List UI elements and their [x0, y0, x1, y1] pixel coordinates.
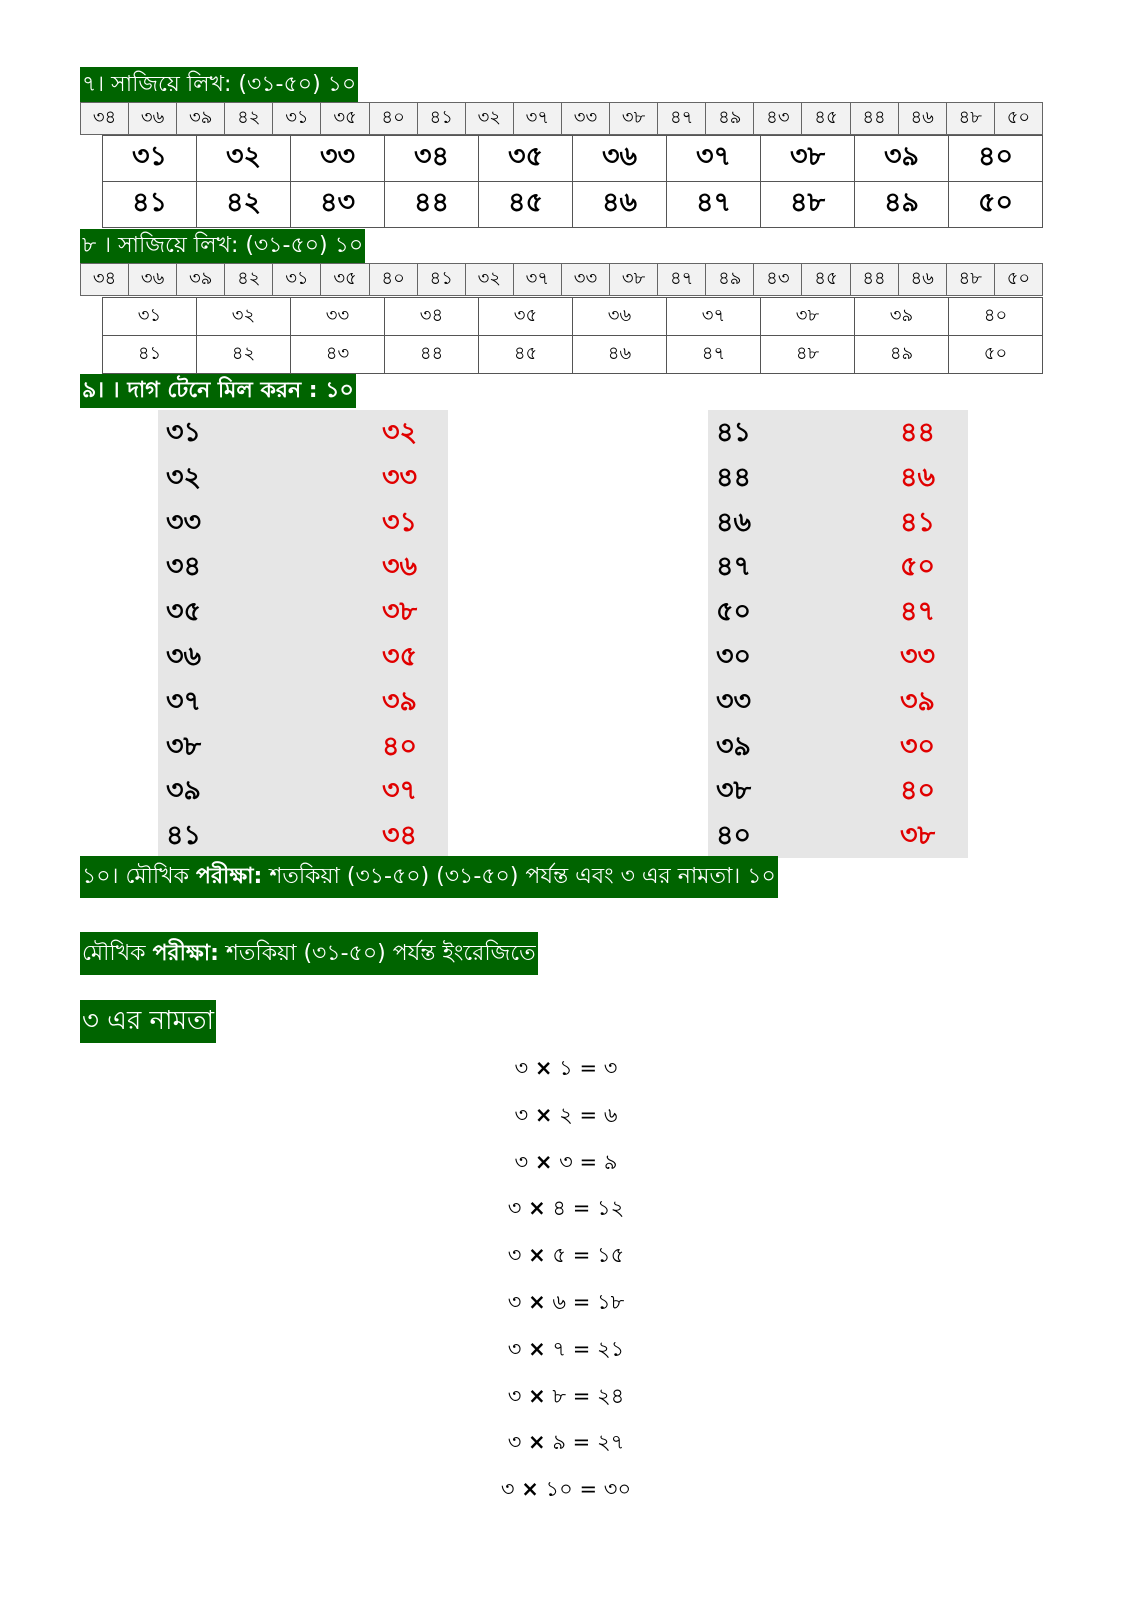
sequence-cell: ৩৭ [513, 103, 561, 135]
match-item-right: ৪১ [900, 506, 936, 538]
q10-header [80, 856, 778, 898]
grid-cell: ৩৪ [385, 298, 479, 336]
match-item-left: ৩০ [716, 641, 752, 672]
mult-line [0, 1192, 1132, 1227]
sequence-cell: ৫০ [994, 103, 1042, 135]
mult-r: ২৪ [596, 1383, 625, 1408]
grid-cell: ৩২ [197, 298, 291, 336]
sequence-cell: ৩৩ [561, 103, 609, 135]
match-item-right: ৩৮ [900, 820, 936, 852]
match-right-block [708, 410, 968, 858]
grid-cell: ৩১ [103, 298, 197, 336]
match-row [708, 815, 968, 861]
grid-cell: ৪৭ [667, 336, 761, 374]
match-item-left: ৩৪ [166, 551, 202, 583]
q7-header [80, 67, 358, 102]
mult-line [0, 1286, 1132, 1321]
q8-header [80, 229, 365, 263]
grid-cell: ৪৫ [479, 182, 573, 228]
match-row [158, 815, 448, 861]
q10-text-post: শতকিয়া (৩১-৫০) (৩১-৫০) পর্যন্ত এবং ৩ এর নামতা। ১০ [262, 864, 776, 889]
grid-cell: ৩২ [197, 136, 291, 182]
sequence-cell: ৩৮ [610, 264, 658, 296]
mult-a: ৩ [507, 1383, 522, 1408]
grid-cell: ৩৫ [479, 298, 573, 336]
grid-cell: ৩৭ [667, 136, 761, 182]
q7-answer-grid [102, 135, 1043, 228]
times-icon: × [534, 1102, 553, 1127]
match-item-right: ৩০ [900, 730, 936, 762]
mult-line [0, 1380, 1132, 1415]
match-row [708, 770, 968, 816]
q10-text-pre: ১০। মৌখিক [82, 864, 197, 889]
match-row [708, 636, 968, 682]
match-item-right: ৪৬ [900, 461, 936, 493]
sequence-cell: ৪৫ [802, 103, 850, 135]
mult-eq: = [579, 1102, 598, 1127]
mult-line [0, 1333, 1132, 1368]
mult-b: ৬ [552, 1290, 567, 1314]
grid-cell: ৪৪ [385, 336, 479, 374]
oral-text-post: শতকিয়া (৩১-৫০) পর্যন্ত ইংরেজিতে [218, 941, 536, 966]
match-item-right: ৩৩ [900, 641, 936, 672]
mult-b: ৩ [559, 1149, 573, 1174]
grid-cell: ৩৩ [291, 298, 385, 336]
mult-b: ৯ [552, 1430, 566, 1455]
grid-cell: ৪৯ [855, 336, 949, 374]
mult-b: ২ [559, 1102, 573, 1127]
q9-title: ৯। । দাগ টেনে মিল করন : ১০ [82, 378, 354, 403]
match-item-right: ৫০ [900, 551, 936, 583]
match-item-right: ৪৭ [900, 596, 936, 628]
match-row [708, 726, 968, 772]
mult-eq: = [579, 1477, 598, 1502]
sequence-cell: ৪৩ [754, 103, 802, 135]
mult-eq: = [572, 1290, 591, 1314]
sequence-cell: ৪২ [225, 103, 273, 135]
match-item-right: ৪০ [382, 730, 418, 762]
match-row [708, 502, 968, 548]
match-item-right: ৩৩ [382, 461, 418, 493]
mult-b: ১০ [545, 1477, 573, 1502]
match-item-right: ৩৮ [382, 596, 418, 628]
mult-a: ৩ [500, 1477, 515, 1502]
grid-cell: ৩৫ [479, 136, 573, 182]
sequence-cell: ৩২ [465, 103, 513, 135]
q10-text-bold: পরীক্ষা: [196, 864, 263, 889]
sequence-cell: ৩২ [465, 264, 513, 296]
match-row [708, 681, 968, 727]
mult-eq: = [572, 1336, 591, 1361]
match-item-left: ৩৮ [716, 775, 752, 807]
grid-cell: ৪৫ [479, 336, 573, 374]
times-icon: × [534, 1056, 553, 1080]
match-row [158, 770, 448, 816]
sequence-cell: ৩৩ [561, 264, 609, 296]
grid-cell: ৪০ [949, 298, 1043, 336]
match-row [708, 546, 968, 592]
match-row [158, 412, 448, 458]
grid-cell: ৪৪ [385, 182, 479, 228]
match-item-right: ৩৫ [382, 641, 418, 672]
times-icon: × [528, 1243, 546, 1268]
grid-cell: ৩৬ [573, 298, 667, 336]
match-item-right: ৩৯ [900, 685, 936, 717]
match-item-right: ৩৭ [382, 775, 418, 807]
match-item-left: ৩৩ [166, 506, 202, 538]
grid-cell: ৪৩ [291, 336, 385, 374]
match-item-left: ৩৫ [166, 596, 202, 628]
match-item-right: ৩২ [382, 417, 418, 448]
sequence-cell: ৩১ [273, 103, 321, 135]
sequence-cell: ৪৬ [898, 264, 946, 296]
match-item-left: ৩৯ [166, 775, 202, 807]
mult-b: ৮ [552, 1383, 566, 1408]
sequence-cell: ৪৮ [946, 103, 994, 135]
mult-a: ৩ [507, 1243, 522, 1268]
sequence-cell: ৪১ [417, 264, 465, 296]
mult-a: ৩ [507, 1336, 522, 1361]
grid-cell: ৪৬ [573, 182, 667, 228]
mult-b: ১ [559, 1056, 573, 1080]
grid-cell: ৪১ [103, 336, 197, 374]
mult-a: ৩ [507, 1196, 522, 1221]
sequence-cell: ৩৪ [81, 264, 129, 296]
match-row [158, 636, 448, 682]
sequence-cell: ৩৪ [81, 103, 129, 135]
match-row [158, 681, 448, 727]
match-item-right: ৩৯ [382, 685, 418, 717]
match-item-left: ৪৭ [716, 551, 752, 583]
sequence-cell: ৩১ [273, 264, 321, 296]
match-item-left: ৩৯ [716, 730, 752, 762]
mult-line [0, 1426, 1132, 1461]
mult-eq: = [572, 1243, 591, 1268]
match-item-left: ৪০ [716, 820, 752, 852]
sequence-cell: ৪৩ [754, 264, 802, 296]
grid-cell: ৪২ [197, 336, 291, 374]
grid-cell: ৩৯ [855, 298, 949, 336]
match-item-left: ৪১ [716, 417, 752, 448]
match-item-left: ৪৬ [716, 506, 752, 538]
mult-b: ৭ [552, 1336, 567, 1361]
match-item-left: ৩৭ [166, 685, 202, 717]
match-left-block [158, 410, 448, 858]
times-icon: × [528, 1430, 546, 1455]
mult-r: ১৮ [597, 1290, 625, 1314]
oral-exam-header [80, 932, 538, 975]
mult-r: ৬ [603, 1102, 618, 1127]
match-row [158, 502, 448, 548]
mult-eq: = [579, 1056, 598, 1080]
sequence-cell: ৩৫ [321, 103, 369, 135]
times-icon: × [528, 1290, 546, 1314]
mult-line [0, 1146, 1132, 1181]
sequence-cell: ৩৫ [321, 264, 369, 296]
sequence-cell: ৩৯ [177, 264, 225, 296]
sequence-cell: ৪৯ [706, 103, 754, 135]
sequence-cell: ৪০ [369, 103, 417, 135]
grid-cell: ৩৪ [385, 136, 479, 182]
sequence-cell: ৪৭ [658, 103, 706, 135]
sequence-cell: ৫০ [994, 264, 1042, 296]
sequence-cell: ৩৭ [513, 264, 561, 296]
match-row [158, 457, 448, 503]
match-item-right: ৩৬ [382, 551, 418, 583]
match-row [708, 591, 968, 637]
match-row [708, 412, 968, 458]
grid-cell: ৩১ [103, 136, 197, 182]
mult-line [0, 1052, 1132, 1087]
times-icon: × [521, 1477, 539, 1502]
oral-text-bold: পরীক্ষা: [152, 941, 219, 966]
mult-eq: = [579, 1149, 598, 1174]
mult-r: ৩ [603, 1056, 618, 1080]
mult-eq: = [572, 1196, 591, 1221]
mult-line [0, 1239, 1132, 1274]
sequence-cell: ৩৬ [129, 264, 177, 296]
match-item-right: ৪৪ [900, 417, 936, 448]
match-item-left: ৩৬ [166, 641, 202, 672]
match-item-left: ৪১ [166, 820, 202, 852]
sequence-cell: ৪৪ [850, 103, 898, 135]
mult-r: ২৭ [596, 1430, 625, 1455]
grid-cell: ৪৮ [761, 182, 855, 228]
sequence-cell: ৪৪ [850, 264, 898, 296]
mult-r: ১২ [596, 1196, 625, 1221]
times-icon: × [528, 1383, 546, 1408]
mult-b: ৪ [552, 1196, 566, 1221]
sequence-cell: ৪৮ [946, 264, 994, 296]
match-item-left: ৩১ [166, 417, 202, 448]
grid-cell: ৩৭ [667, 298, 761, 336]
times-icon: × [534, 1149, 553, 1174]
sequence-cell: ৩৯ [177, 103, 225, 135]
sequence-cell: ৩৮ [610, 103, 658, 135]
grid-cell: ৪২ [197, 182, 291, 228]
grid-cell: ৪৬ [573, 336, 667, 374]
mult-eq: = [572, 1383, 591, 1408]
grid-cell: ৩৬ [573, 136, 667, 182]
grid-cell: ৪৩ [291, 182, 385, 228]
grid-cell: ৪১ [103, 182, 197, 228]
match-item-left: ৫০ [716, 596, 752, 628]
grid-cell: ৫০ [949, 336, 1043, 374]
sequence-cell: ৪৬ [898, 103, 946, 135]
times-icon: × [528, 1196, 546, 1221]
q7-title: ৭। সাজিয়ে লিখ: (৩১-৫০) ১০ [82, 72, 357, 97]
grid-cell: ৩৩ [291, 136, 385, 182]
match-item-left: ৩৮ [166, 730, 202, 762]
table3-title: ৩ এর নামতা [82, 1006, 215, 1036]
mult-a: ৩ [507, 1290, 522, 1314]
match-item-right: ৩১ [382, 506, 418, 538]
q8-sequence-table [80, 263, 1043, 296]
sequence-cell: ৪২ [225, 264, 273, 296]
mult-a: ৩ [514, 1102, 529, 1127]
mult-a: ৩ [514, 1149, 529, 1174]
grid-cell: ৩৮ [761, 136, 855, 182]
q8-title: ৮ । সাজিয়ে লিখ: (৩১-৫০) ১০ [82, 233, 364, 258]
q7-sequence-table [80, 102, 1043, 135]
sequence-cell: ৪০ [369, 264, 417, 296]
grid-cell: ৩৯ [855, 136, 949, 182]
oral-text-pre: মৌখিক [82, 941, 153, 966]
mult-a: ৩ [507, 1430, 522, 1455]
mult-r: ২১ [597, 1336, 625, 1361]
grid-cell: ৫০ [949, 182, 1043, 228]
match-row [708, 457, 968, 503]
sequence-cell: ৪৯ [706, 264, 754, 296]
grid-cell: ৩৮ [761, 298, 855, 336]
match-item-left: ৩৩ [716, 685, 752, 717]
times-icon: × [528, 1336, 546, 1361]
grid-cell: ৪০ [949, 136, 1043, 182]
match-item-left: ৩২ [166, 461, 202, 493]
table3-header [80, 1000, 216, 1043]
match-item-right: ৩৪ [382, 820, 418, 852]
grid-cell: ৪৯ [855, 182, 949, 228]
q8-answer-grid [102, 297, 1043, 374]
mult-r: ৯ [603, 1149, 618, 1174]
match-item-left: ৪৪ [716, 461, 752, 493]
mult-r: ৩০ [603, 1477, 632, 1502]
sequence-cell: ৪৫ [802, 264, 850, 296]
mult-eq: = [572, 1430, 591, 1455]
mult-line [0, 1099, 1132, 1134]
match-row [158, 591, 448, 637]
mult-line [0, 1473, 1132, 1508]
mult-b: ৫ [552, 1243, 567, 1268]
sequence-cell: ৩৬ [129, 103, 177, 135]
match-item-right: ৪০ [900, 775, 936, 807]
mult-a: ৩ [514, 1056, 529, 1080]
match-row [158, 546, 448, 592]
grid-cell: ৪৭ [667, 182, 761, 228]
sequence-cell: ৪১ [417, 103, 465, 135]
sequence-cell: ৪৭ [658, 264, 706, 296]
mult-r: ১৫ [597, 1243, 625, 1268]
q9-header [80, 374, 356, 408]
grid-cell: ৪৮ [761, 336, 855, 374]
match-row [158, 726, 448, 772]
